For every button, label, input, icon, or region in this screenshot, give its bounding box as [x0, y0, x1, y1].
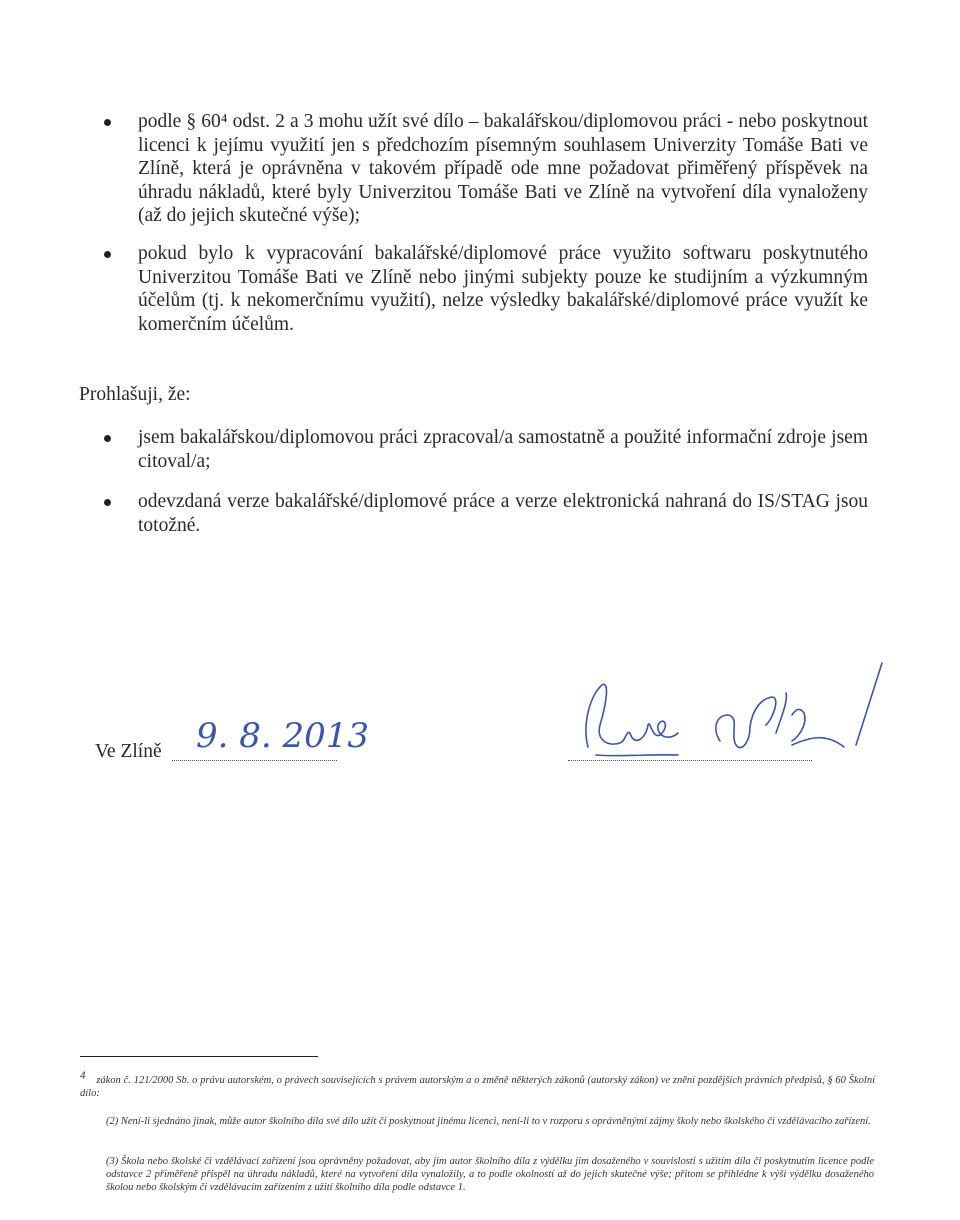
footnote-separator — [80, 1056, 318, 1057]
footnote-paragraph-2: (2) Není-li sjednáno jinak, může autor školního díla své dílo užít či poskytnout jinému licenci, není-li to v rozporu s oprávněnými zájmy školy nebo školského či vzdělávacího zařízení. — [106, 1116, 871, 1127]
bullet-text: pokud bylo k vypracování bakalářské/diplomové práce využito softwaru poskytnutého Univerzitou Tomáše Bati ve Zlíně nebo jinými subjekty pouze ke studijním a výzkumným účelům (tj. k nekomerčnímu využití), nelze výsledky bakalářské/diplomové práce využít ke komerčním účelům. — [138, 243, 868, 335]
handwritten-date: 9. 8. 2013 — [196, 716, 370, 756]
bullet-icon — [104, 499, 111, 506]
footnote-number: 4 — [80, 1069, 86, 1082]
footnote-intro-text: zákon č. 121/2000 Sb. o právu autorském, o právech souvisejících s právem autorským a o změně některých zákonů (autorský zákon) ve znění pozdějších právních předpisů, § 60 Školní dílo: — [80, 1075, 875, 1099]
signature-text — [600, 700, 604, 701]
signature-drawing — [560, 655, 890, 775]
bullet-text: jsem bakalářskou/diplomovou práci zpracoval/a samostatně a použité informační zdroje jsem citoval/a; — [138, 427, 868, 472]
bullet-text: podle § 60⁴ odst. 2 a 3 mohu užít své dílo – bakalářskou/diplomovou práci - nebo poskytnout licenci k jejímu využití jen s předchozím písemným souhlasem Univerzity Tomáše Bati ve Zlíně, která je oprávněna v takovém případě ode mne požadovat přiměřený příspěvek na úhradu nákladů, které byly Univerzitou Tomáše Bati ve Zlíně na vytvoření díla vynaloženy (až do jejich skutečné výše); — [138, 111, 868, 226]
place-label: Ve Zlíně — [95, 741, 162, 762]
footnote-intro — [80, 1069, 875, 1100]
bullet-icon — [104, 435, 111, 442]
bullet-icon — [104, 119, 111, 126]
declaration-heading: Prohlašuji, že: — [79, 384, 191, 405]
bullet-icon — [104, 251, 111, 258]
date-dotted-line — [172, 760, 337, 761]
bullet-text: odevzdaná verze bakalářské/diplomové práce a verze elektronická nahraná do IS/STAG jsou totožné. — [138, 491, 868, 536]
footnote-paragraph-3: (3) Škola nebo školské či vzdělávací zařízení jsou oprávněny požadovat, aby jim autor školního díla z výdělku jim dosaženého v souvislosti s užitím díla či poskytnutím licence podle odstavce 2 přiměřeně přispěl na úhradu nákladů, které na vytvoření díla vynaložily, a to podle okolností až do jejich skutečné výše; přitom se přihlédne k výši výdělku dosaženého školou nebo školským či vzdělávacím zařízením z užití školního díla podle odstavce 1. — [106, 1156, 874, 1193]
